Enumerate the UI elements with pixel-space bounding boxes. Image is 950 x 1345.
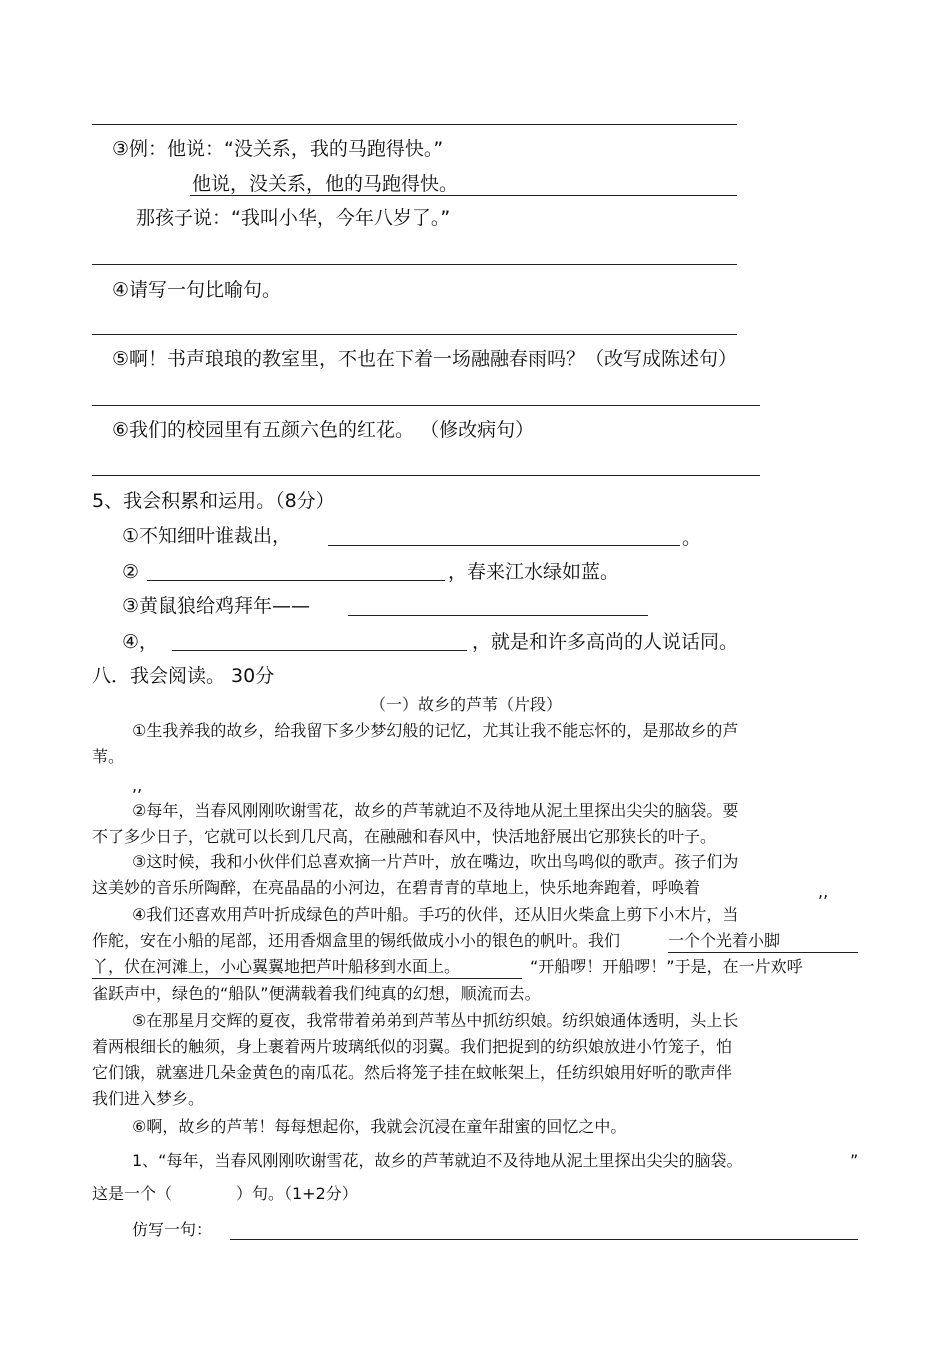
passage-line: 我们进入梦乡。 [92,1089,205,1108]
item-4-prefix: ④， [122,631,159,653]
item-1-suffix: 。 [682,527,702,549]
passage-line: ①生我养我的故乡，给我留下多少梦幻般的记忆，尤其让我不能忘怀的，是那故乡的芦 [132,721,739,740]
passage-line: “开船啰！开船啰！”于是，在一片欢呼 [530,957,803,976]
q3-example-answer: 他说，没关系，他的马跑得快。 [192,173,459,195]
q6: ⑥我们的校园里有五颜六色的红花。 （修改病句） [112,419,535,441]
question-1-line1: 1、“每年，当春风刚刚吹谢雪花，故乡的芦苇就迫不及待地从泥土里探出尖尖的脑袋。 [132,1151,743,1170]
q5: ⑤啊！书声琅琅的教室里，不也在下着一场融融春雨吗？（改写成陈述句） [112,348,738,370]
passage-line: ,, [132,776,143,795]
passage-line: 它们饿，就塞进几朵金黄色的南瓜花。然后将笼子挂在蚊帐架上，任纺织娘用好听的歌声伴 [92,1063,733,1082]
underlined-sentence: 一个个光着小脚 [668,930,858,953]
item-1-prefix: ①不知细叶谁裁出， [122,525,292,547]
passage-line: 着两根细长的触须，身上裹着两片玻璃纸似的羽翼。我们把捉到的纺织娘放进小竹笼子，怕 [92,1037,733,1056]
q3-example: ③例：他说：“没关系，我的马跑得快。” [112,138,444,160]
blank-4[interactable] [172,650,467,651]
item-3-prefix: ③黄鼠狼给鸡拜年—— [122,595,311,617]
passage-line: 苇。 [92,747,125,766]
passage-line: 作舵，安在小船的尾部，还用香烟盒里的锡纸做成小小的银色的帆叶。我们 [92,931,621,950]
item-2-suffix: ，春来江水绿如蓝。 [448,561,620,583]
question-1-line2: 这是一个（ ）句。（1+2分） [92,1184,358,1203]
answer-line[interactable] [92,124,737,125]
answer-line [190,195,737,196]
blank-1[interactable] [328,545,680,546]
passage-line: ⑤在那星月交辉的夏夜，我常带着弟弟到芦苇丛中抓纺织娘。纺织娘通体透明，头上长 [132,1011,739,1030]
underlined-sentence: 丫，伏在河滩上，小心翼翼地把芦叶船移到水面上。 [92,956,522,979]
blank-2[interactable] [147,580,445,581]
answer-line[interactable] [92,475,760,476]
answer-line[interactable] [92,264,737,265]
passage-line: ③这时候，我和小伙伴们总喜欢摘一片芦叶，放在嘴边，吹出鸟鸣似的歌声。孩子们为 [132,852,739,871]
q4: ④请写一句比喻句。 [112,279,282,301]
q3-task: 那孩子说：“我叫小华，今年八岁了。” [136,207,451,229]
section-5-heading: 5、我会积累和运用。（8分） [92,490,335,512]
answer-line[interactable] [230,1239,858,1240]
passage-line: ②每年，当春风刚刚吹谢雪花，故乡的芦苇就迫不及待地从泥土里探出尖尖的脑袋。要 [132,801,739,820]
question-1-imitate-label: 仿写一句： [132,1220,213,1239]
passage-line: 不了多少日子，它就可以长到几尺高，在融融和春风中，快活地舒展出它那狭长的叶子。 [92,827,717,846]
passage-line: ⑥啊，故乡的芦苇！每每想起你，我就会沉浸在童年甜蜜的回忆之中。 [132,1117,627,1136]
passage-line: 这美妙的音乐所陶醉，在亮晶晶的小河边，在碧青青的草地上，快乐地奔跑着，呼唤着 [92,878,701,897]
question-1-quote-end: ” [850,1151,859,1170]
passage-title: （一）故乡的芦苇（片段） [370,695,563,714]
answer-line[interactable] [92,334,737,335]
item-2-prefix: ② [122,561,140,583]
blank-3[interactable] [348,615,648,616]
passage-line: ④我们还喜欢用芦叶折成绿色的芦叶船。手巧的伙伴，还从旧火柴盒上剪下小木片，当 [132,905,739,924]
passage-line: 雀跃声中，绿色的“船队”便满载着我们纯真的幻想，顺流而去。 [92,984,541,1003]
answer-line[interactable] [92,405,760,406]
section-8-heading: 八．我会阅读。 30分 [92,665,275,687]
item-4-suffix: ，就是和许多高尚的人说话同。 [472,631,739,653]
passage-line: ,, [818,882,829,901]
